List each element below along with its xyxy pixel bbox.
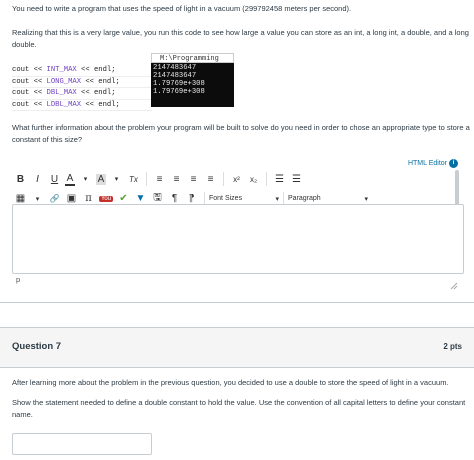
ltr-icon[interactable]: ¶ bbox=[171, 193, 178, 204]
paragraph-dropdown[interactable] bbox=[288, 195, 368, 203]
info-icon[interactable]: i bbox=[449, 159, 458, 168]
chevron-down-icon: ▾ bbox=[364, 195, 368, 203]
code-line: cout << LDBL_MAX << endl; bbox=[12, 100, 152, 112]
toolbar-divider bbox=[266, 172, 267, 186]
font-sizes-dropdown[interactable] bbox=[209, 195, 279, 203]
superscript-button[interactable]: x² bbox=[233, 174, 240, 184]
q6-intro-text: You need to write a program that uses the speed of light in a vacuum (299792458 meters per second). bbox=[12, 4, 352, 13]
italic-button[interactable]: I bbox=[36, 173, 39, 185]
bullet-list-button[interactable]: ☰ bbox=[275, 173, 284, 185]
question-7-header bbox=[0, 327, 474, 368]
font-color-button[interactable]: A bbox=[66, 172, 74, 184]
justify-button[interactable]: ≡ bbox=[207, 173, 214, 185]
numbered-list-button[interactable]: ☰ bbox=[292, 173, 301, 185]
console-output: 2147483647 2147483647 1.79769e+308 1.79769e+308 bbox=[153, 64, 205, 96]
html-editor-label[interactable]: HTML Editor bbox=[407, 160, 447, 167]
editor-toolbar-row-1 bbox=[12, 172, 462, 186]
q7-para-1: After learning more about the problem in the previous question, you decided to use a double to store the speed of light in a vacuum. bbox=[12, 378, 449, 387]
q6-realizing-text-2: double. bbox=[12, 40, 37, 49]
console-title: M:\Programming bbox=[151, 53, 234, 63]
html-editor-link[interactable] bbox=[408, 159, 458, 168]
code-listing bbox=[12, 65, 152, 111]
toolbar-divider bbox=[223, 172, 224, 186]
q7-para-2-line-2: name. bbox=[12, 410, 33, 419]
rtl-icon[interactable]: ¶ bbox=[188, 193, 195, 204]
underline-button[interactable]: U bbox=[50, 173, 59, 185]
code-line: cout << DBL_MAX << endl; bbox=[12, 88, 152, 100]
background-color-dropdown-icon[interactable]: ▾ bbox=[114, 176, 119, 183]
q6-question-text-1: What further information about the problem your program will be built to solve do you need in order to chose an appropriate type to store a bbox=[12, 123, 470, 132]
question-7-title: Question 7 bbox=[12, 341, 62, 352]
code-line: cout << LONG_MAX << endl; bbox=[12, 77, 152, 89]
resize-handle-icon[interactable] bbox=[450, 282, 458, 290]
bold-button[interactable]: B bbox=[16, 173, 25, 185]
align-center-button[interactable]: ≡ bbox=[173, 173, 180, 185]
editor-status-path: p bbox=[16, 275, 21, 284]
answer-editor[interactable] bbox=[12, 204, 464, 274]
q6-question-text-2: constant of this size? bbox=[12, 135, 83, 144]
console-output-window bbox=[151, 53, 234, 107]
toolbar-divider bbox=[146, 172, 147, 186]
question-7-points: 2 pts bbox=[443, 342, 462, 351]
paragraph-label: Paragraph bbox=[288, 195, 321, 202]
chevron-down-icon: ▾ bbox=[275, 195, 279, 203]
youtube-icon[interactable]: You bbox=[100, 195, 112, 202]
table-icon[interactable]: ▦ bbox=[15, 193, 26, 204]
media-icon[interactable]: ▼ bbox=[135, 193, 146, 204]
align-right-button[interactable]: ≡ bbox=[190, 173, 197, 185]
code-line: cout << INT_MAX << endl; bbox=[12, 65, 152, 77]
background-color-button[interactable]: A bbox=[97, 173, 105, 185]
save-icon[interactable]: 🖫 bbox=[153, 192, 162, 203]
code-screenshot bbox=[12, 53, 222, 109]
check-icon[interactable]: ✔ bbox=[119, 193, 128, 204]
section-divider bbox=[0, 302, 474, 303]
font-sizes-label: Font Sizes bbox=[209, 195, 243, 202]
image-icon[interactable]: ▣ bbox=[66, 193, 77, 204]
answer-text-field[interactable] bbox=[12, 433, 152, 455]
table-dropdown-icon[interactable]: ▾ bbox=[35, 195, 40, 203]
q6-realizing-text-1: Realizing that this is a very large value, you run this code to see how large a value you can store as an int, a long int, a double, and a long bbox=[12, 28, 469, 37]
font-color-dropdown-icon[interactable]: ▾ bbox=[83, 176, 88, 183]
subscript-button[interactable]: x₂ bbox=[249, 174, 258, 184]
link-icon[interactable]: 🔗 bbox=[49, 194, 60, 203]
q7-para-2-line-1: Show the statement needed to define a double constant to hold the value. Use the convention of all capital letters to define your constant bbox=[12, 398, 466, 407]
clear-formatting-button[interactable]: Tx bbox=[129, 174, 138, 184]
equation-icon[interactable]: π bbox=[85, 193, 92, 204]
align-left-button[interactable]: ≡ bbox=[156, 173, 163, 185]
